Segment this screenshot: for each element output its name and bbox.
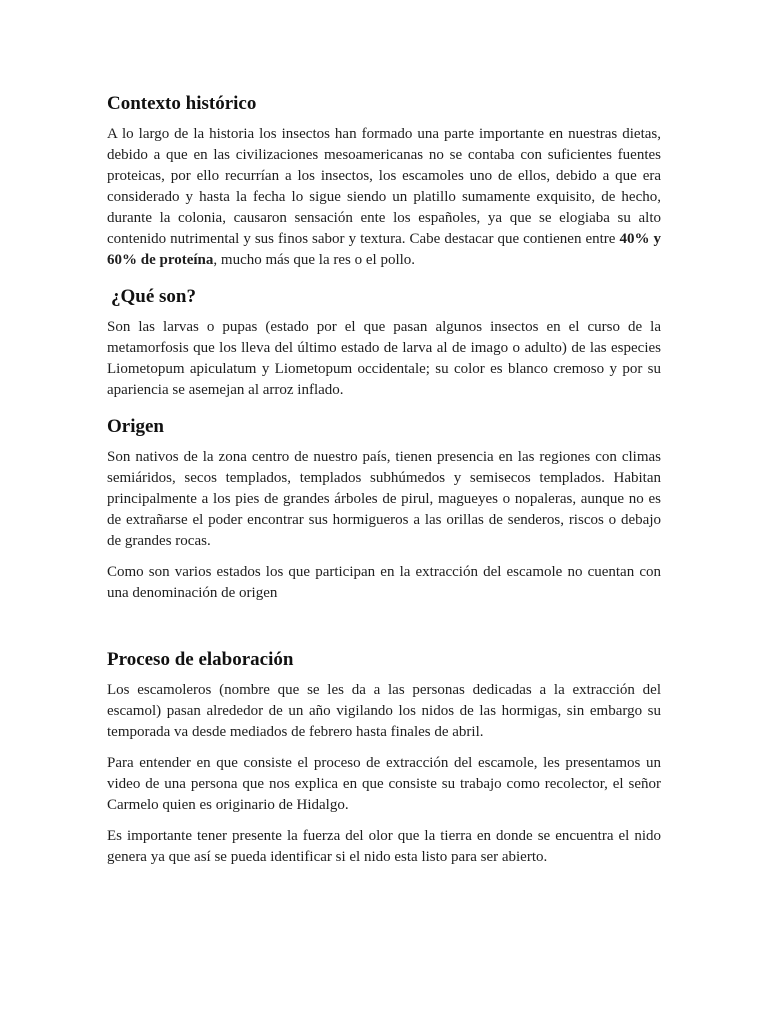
document-page xyxy=(107,92,661,878)
paragraph-origen-2: Como son varios estados los que participan en la extracción del escamole no cuentan con una denominación de origen xyxy=(107,564,661,601)
section-contexto-historico xyxy=(107,92,661,271)
heading-que-son: ¿Qué son? xyxy=(111,286,196,307)
section-que-son xyxy=(107,285,661,401)
heading-contexto-historico: Contexto histórico xyxy=(107,93,257,114)
section-origen xyxy=(107,415,661,604)
paragraph-proceso-1: Los escamoleros (nombre que se les da a las personas dedicadas a la extracción del escamol) pasan alrededor de un año vigilando los nidos de las hormigas, sin embargo su temporada va desde mediados de febrero hasta finales de abril. xyxy=(107,682,661,740)
protein-highlight: 40% y 60% de proteína xyxy=(107,231,662,268)
paragraph-contexto-1-tail: , mucho más que la res o el pollo. xyxy=(213,252,416,268)
paragraph-proceso-3: Es importante tener presente la fuerza del olor que la tierra en donde se encuentra el nido genera ya que así se pueda identificar si el nido esta listo para ser abierto. xyxy=(107,828,661,865)
heading-proceso-elaboracion: Proceso de elaboración xyxy=(107,649,294,670)
paragraph-origen-1: Son nativos de la zona centro de nuestro país, tienen presencia en las regiones con climas semiáridos, secos templados, templados subhúmedos y semisecos templados. Habitan principalmente a los pies de grandes árboles de pirul, magueyes o nopaleras, aunque no es de extrañarse el poder encontrar sus hormigueros a las orillas de senderos, riscos o debajo de grandes rocas. xyxy=(107,449,661,549)
paragraph-contexto-1-text: A lo largo de la historia los insectos han formado una parte importante en nuestras dietas, debido a que en las civilizaciones mesoamericanas no se contaba con suficientes fuentes proteicas, por ello recurrían a los insectos, los escamoles uno de ellos, debido a que era considerado y hasta la fecha lo sigue siendo un platillo sumamente exquisito, de hecho, durante la colonia, causaron sensación ente los españoles, ya que se elogiaba su alto contenido nutrimental y sus finos sabor y textura. Cabe destacar que contienen entre xyxy=(107,126,661,247)
heading-origen: Origen xyxy=(107,416,164,437)
section-proceso-elaboracion xyxy=(107,648,661,868)
paragraph-que-son-1: Son las larvas o pupas (estado por el que pasan algunos insectos en el curso de la metamorfosis que los lleva del último estado de larva al de imago o adulto) de las especies Liometopum apiculatum y Liometopum occidentale; su color es blanco cremoso y por su apariencia se asemejan al arroz inflado. xyxy=(107,319,661,398)
paragraph-proceso-2: Para entender en que consiste el proceso de extracción del escamole, les presentamos un video de una persona que nos explica en que consiste su trabajo como recolector, el señor Carmelo quien es originario de Hidalgo. xyxy=(107,755,661,813)
paragraph-contexto-1 xyxy=(107,124,661,271)
